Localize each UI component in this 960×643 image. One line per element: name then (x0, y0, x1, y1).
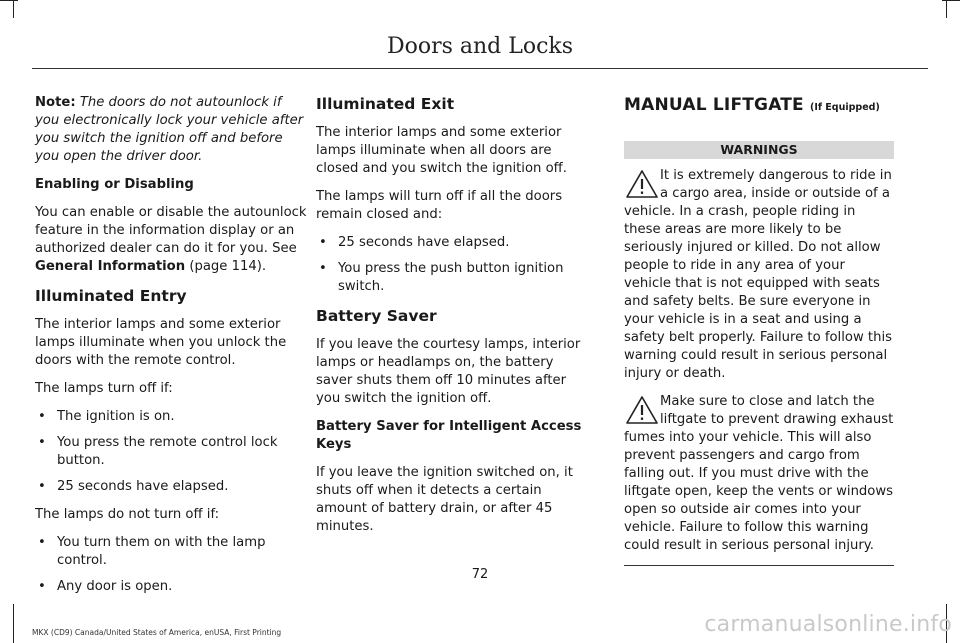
illuminated-entry-heading: Illuminated Entry (35, 287, 187, 305)
column-right (624, 94, 894, 566)
note-text: The doors do not autounlock if you electronically lock your vehicle after you switch the ignition off and before you open the driver door. (35, 95, 304, 164)
exit-turn-off-intro: The lamps will turn off if all the doors remain closed and: (316, 189, 563, 222)
manual-liftgate-heading (624, 94, 894, 119)
list-item: • You press the push button ignition switch. (316, 260, 588, 296)
warning-paragraph (624, 393, 894, 555)
header-divider (32, 68, 928, 69)
list-item: • Any door is open. (35, 578, 307, 596)
watermark: carmanualsonline.info (704, 612, 952, 637)
illuminated-exit-heading: Illuminated Exit (316, 95, 455, 113)
illuminated-exit-text: The interior lamps and some exterior lamps illuminate when all doors are closed and you switch the ignition off. (316, 125, 567, 176)
warning-triangle-icon (624, 395, 660, 425)
crop-mark (13, 604, 14, 643)
list-item: • The ignition is on. (35, 408, 307, 426)
enabling-paragraph (35, 204, 307, 276)
intelligent-access-text: If you leave the ignition switched on, it shuts off when it detects a certain amount of battery drain, or after 45 minutes. (316, 465, 573, 534)
column-left (35, 94, 307, 606)
page-header-title: Doors and Locks (386, 34, 574, 59)
note-paragraph (35, 94, 307, 166)
section-title: MANUAL LIFTGATE (624, 95, 804, 115)
list-item: • 25 seconds have elapsed. (316, 234, 588, 252)
enabling-text: You can enable or disable the autounlock feature in the information display or an authorized dealer can do it for you. See (35, 205, 307, 256)
turn-off-list (35, 408, 307, 496)
turn-off-intro: The lamps turn off if: (35, 381, 173, 396)
general-information-link[interactable]: General Information (35, 259, 186, 274)
warning-triangle-icon (624, 169, 660, 199)
not-turn-off-intro: The lamps do not turn off if: (35, 507, 220, 522)
not-turn-off-list (35, 534, 307, 596)
list-item: • You turn them on with the lamp control. (35, 534, 307, 570)
warnings-divider (624, 565, 894, 566)
warning-text: It is extremely dangerous to ride in a cargo area, inside or outside of a vehicle. In a crash, people riding in these areas are more likely to be seriously injured or killed. Do not allow people to ride in any area of your vehicle that is not equipped with seats and safety belts. Be sure everyone in your vehicle is in a seat and using a safety belt properly. Failure to follow this warning could result in serious personal injury or death. (624, 168, 892, 381)
warning-text: Make sure to close and latch the liftgate to prevent drawing exhaust fumes into your vehicle. This will also prevent passengers and cargo from falling out. If you must drive with the liftgate open, keep the vents or windows open so outside air comes into your vehicle. Failure to follow this warning could result in serious personal injury. (624, 394, 894, 553)
crop-mark (0, 0, 18, 1)
enabling-page-ref: (page 114). (185, 259, 267, 274)
list-item: • 25 seconds have elapsed. (35, 478, 307, 496)
warning-paragraph (624, 167, 894, 383)
warnings-banner: WARNINGS (624, 141, 894, 159)
enabling-heading: Enabling or Disabling (35, 177, 194, 192)
illuminated-entry-text: The interior lamps and some exterior lamps illuminate when you unlock the doors with the remote control. (35, 317, 287, 368)
battery-saver-heading: Battery Saver (316, 307, 437, 325)
section-qualifier: (If Equipped) (809, 102, 880, 113)
note-label: Note: (35, 95, 76, 110)
page-number: 72 (471, 567, 489, 582)
intelligent-access-heading: Battery Saver for Intelligent Access Keys (316, 419, 582, 452)
crop-mark (946, 0, 947, 18)
crop-mark (13, 0, 14, 18)
list-item: • You press the remote control lock button. (35, 434, 307, 470)
exit-turn-off-list (316, 234, 588, 296)
column-middle (316, 94, 588, 546)
crop-mark (942, 0, 960, 1)
edition-footer: MKX (CD9) Canada/United States of America, enUSA, First Printing (32, 628, 282, 637)
battery-saver-text: If you leave the courtesy lamps, interior lamps or headlamps on, the battery saver shuts them off 10 minutes after you switch the ignition off. (316, 337, 581, 406)
